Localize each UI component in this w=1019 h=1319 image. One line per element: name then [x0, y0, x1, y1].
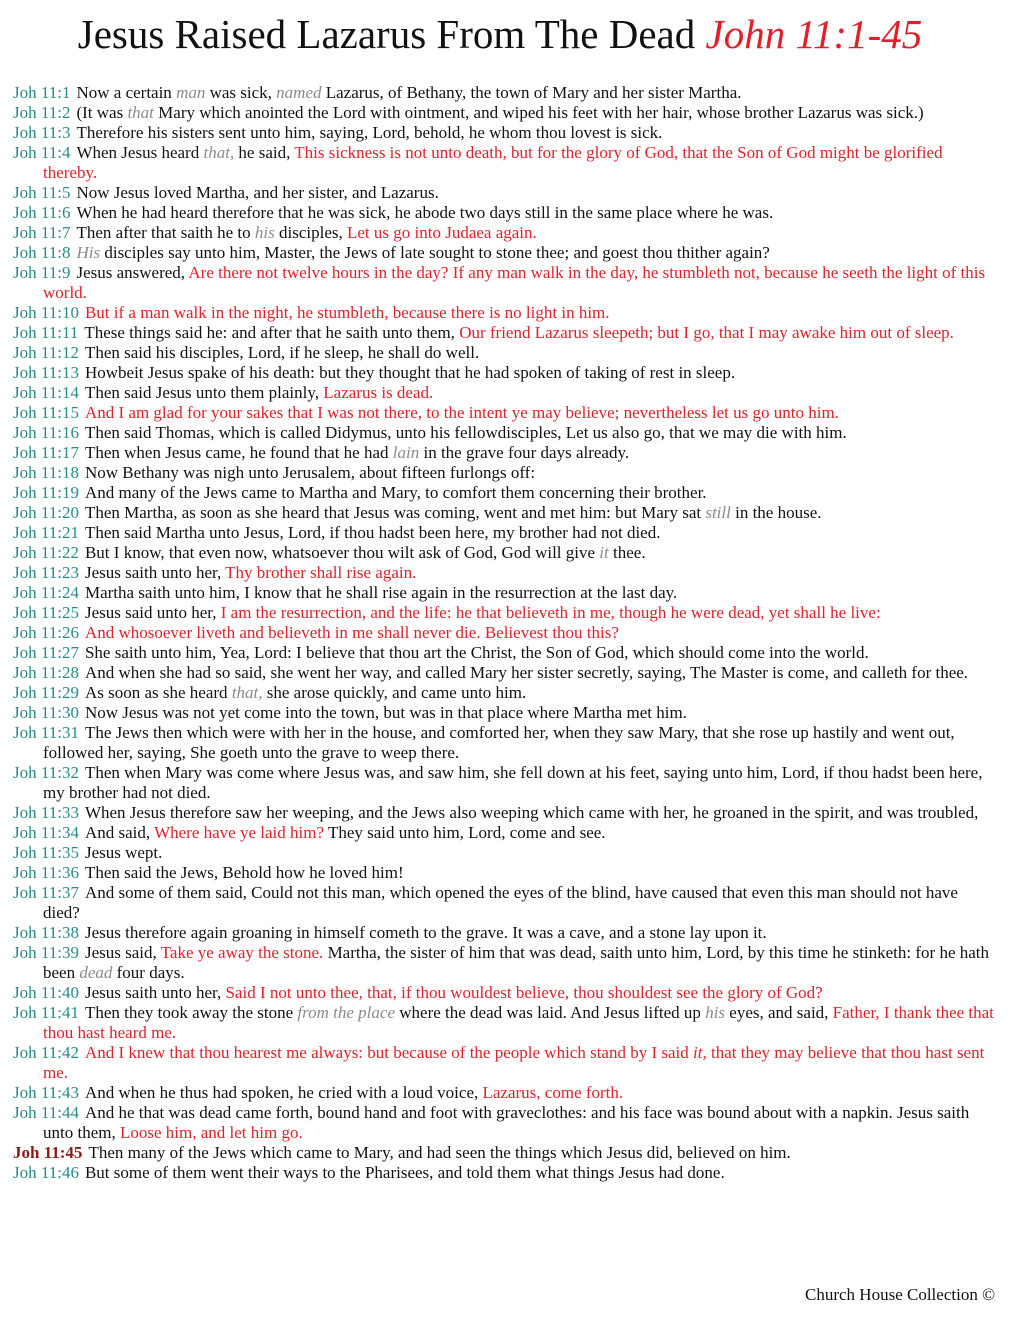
- verse-text: Then said Thomas, which is called Didymus, unto his fellowdisciples, Let us also go, that we may die with him.: [84, 423, 847, 442]
- verse-reference: Joh 11:12: [13, 343, 79, 362]
- verse-reference: Joh 11:32: [13, 763, 79, 782]
- verse-text: Then many of the Jews which came to Mary, and had seen the things which Jesus did, believed on him.: [88, 1143, 791, 1162]
- italic-text: that,: [231, 683, 263, 702]
- verse-text: Now Jesus loved Martha, and her sister, and Lazarus.: [76, 183, 439, 202]
- verse-reference: Joh 11:28: [13, 663, 79, 682]
- verse-text: Then when Jesus came, he found that he had: [84, 443, 393, 462]
- verse-reference: Joh 11:34: [13, 823, 79, 842]
- italic-text: named: [276, 83, 322, 102]
- verse-reference: Joh 11:46: [13, 1163, 79, 1182]
- verse-text: The Jews then which were with her in the house, and comforted her, when they saw Mary, that she rose up hastily and went out, followed her, saying, She goeth unto the grave to weep there.: [43, 723, 955, 762]
- verse: [13, 343, 997, 363]
- verse-reference: Joh 11:18: [13, 463, 79, 482]
- verse-text: Howbeit Jesus spake of his death: but they thought that he had spoken of taking of rest in sleep.: [84, 363, 736, 382]
- verse-reference: Joh 11:9: [13, 263, 71, 282]
- verse-text: disciples,: [274, 223, 347, 242]
- verse-reference: Joh 11:11: [13, 323, 79, 342]
- verse-text: disciples say unto him, Master, the Jews of late sought to stone thee; and goest thou thither again?: [100, 243, 770, 262]
- verse: [13, 703, 997, 723]
- verse: [13, 223, 997, 243]
- verse-reference: Joh 11:16: [13, 423, 79, 442]
- italic-text: it: [599, 543, 609, 562]
- verse: [13, 843, 997, 863]
- verse: [13, 243, 997, 263]
- verse-reference: Joh 11:2: [13, 103, 71, 122]
- verse-reference: Joh 11:4: [13, 143, 71, 162]
- verse-list: [13, 83, 997, 1183]
- page-title: [0, 10, 1000, 58]
- verse: [13, 883, 997, 923]
- verse: [13, 723, 997, 763]
- verse: [13, 363, 997, 383]
- verse-reference: Joh 11:22: [13, 543, 79, 562]
- verse: [13, 1003, 997, 1043]
- red-letter-text: Let us go into Judaea again.: [347, 223, 537, 242]
- verse-text: And he that was dead came forth, bound hand and foot with graveclothes: and his face was bound about with a napkin. Jesus saith unto them,: [43, 1103, 970, 1142]
- italic-text: His: [76, 243, 101, 262]
- verse: [13, 103, 997, 123]
- italic-text: from the place: [297, 1003, 395, 1022]
- verse-text: in the house.: [730, 503, 822, 522]
- verse: [13, 543, 997, 563]
- verse-reference: Joh 11:31: [13, 723, 79, 742]
- italic-text: man: [176, 83, 206, 102]
- verse: [13, 643, 997, 663]
- verse-reference: Joh 11:6: [13, 203, 71, 222]
- verse-reference: Joh 11:39: [13, 943, 79, 962]
- verse: [13, 663, 997, 683]
- verse-text: Jesus said,: [84, 943, 161, 962]
- verse-text: where the dead was laid. And Jesus lifted up: [395, 1003, 706, 1022]
- italic-text: that,: [203, 143, 235, 162]
- verse: [13, 983, 997, 1003]
- verse-reference: Joh 11:40: [13, 983, 79, 1002]
- verse: [13, 123, 997, 143]
- italic-text: lain: [392, 443, 420, 462]
- verse-reference: Joh 11:37: [13, 883, 79, 902]
- red-letter-text: Lazarus is dead.: [323, 383, 434, 402]
- verse-reference: Joh 11:24: [13, 583, 79, 602]
- italic-text: his: [705, 1003, 726, 1022]
- verse-text: Then said Jesus unto them plainly,: [84, 383, 324, 402]
- verse: [13, 1163, 997, 1183]
- red-letter-text: Take ye away the stone.: [160, 943, 324, 962]
- verse-text: Jesus answered,: [76, 263, 189, 282]
- verse-reference: Joh 11:30: [13, 703, 79, 722]
- verse: [13, 623, 997, 643]
- verse-text: And many of the Jews came to Martha and Mary, to comfort them concerning their brother.: [84, 483, 707, 502]
- verse-text: When Jesus heard: [76, 143, 204, 162]
- verse: [13, 943, 997, 983]
- verse-reference: Joh 11:5: [13, 183, 71, 202]
- verse-text: Martha saith unto him, I know that he shall rise again in the resurrection at the last day.: [84, 583, 678, 602]
- verse-text: Now Jesus was not yet come into the town, but was in that place where Martha met him.: [84, 703, 687, 722]
- red-letter-text: Our friend Lazarus sleepeth; but I go, that I may awake him out of sleep.: [459, 323, 954, 342]
- verse-reference: Joh 11:8: [13, 243, 71, 262]
- verse: [13, 203, 997, 223]
- verse-reference: Joh 11:17: [13, 443, 79, 462]
- verse-text: Then they took away the stone: [84, 1003, 298, 1022]
- red-letter-text: And I am glad for your sakes that I was not there, to the intent ye may believe; nevertheless let us go unto him.: [84, 403, 839, 422]
- verse-text: Martha, the sister of him that was dead, saith unto him, Lord, by this time he stinketh: for he hath been: [43, 943, 990, 982]
- verse-text: Then Martha, as soon as she heard that Jesus was coming, went and met him: but Mary sat: [84, 503, 706, 522]
- verse-text: They said unto him, Lord, come and see.: [324, 823, 606, 842]
- verse-reference: Joh 11:36: [13, 863, 79, 882]
- verse-reference: Joh 11:21: [13, 523, 79, 542]
- verse: [13, 303, 997, 323]
- title-main: Jesus Raised Lazarus From The Dead: [77, 11, 696, 57]
- italic-text: still: [705, 503, 731, 522]
- verse: [13, 263, 997, 303]
- verse: [13, 183, 997, 203]
- verse: [13, 563, 997, 583]
- red-letter-text: And I knew that thou hearest me always: but because of the people which stand by I said: [84, 1043, 694, 1062]
- verse-text: Then said Martha unto Jesus, Lord, if thou hadst been here, my brother had not died.: [84, 523, 661, 542]
- red-letter-text: I am the resurrection, and the life: he that believeth in me, though he were dead, yet shall he live:: [220, 603, 881, 622]
- verse: [13, 1083, 997, 1103]
- verse-text: thee.: [608, 543, 646, 562]
- verse-text: Now a certain: [76, 83, 177, 102]
- verse: [13, 1043, 997, 1083]
- verse-text: in the grave four days already.: [419, 443, 630, 462]
- red-letter-text: Lazarus, come forth.: [482, 1083, 624, 1102]
- verse-text: was sick,: [205, 83, 277, 102]
- verse-reference: Joh 11:25: [13, 603, 79, 622]
- verse: [13, 923, 997, 943]
- verse-text: She saith unto him, Yea, Lord: I believe that thou art the Christ, the Son of God, which should come into the world.: [84, 643, 869, 662]
- verse-text: Then after that saith he to: [76, 223, 255, 242]
- verse-text: Therefore his sisters sent unto him, saying, Lord, behold, he whom thou lovest is sick.: [76, 123, 663, 142]
- verse-reference: Joh 11:44: [13, 1103, 79, 1122]
- red-letter-text: that they may believe that thou hast sent me.: [43, 1043, 985, 1082]
- verse-text: Then said his disciples, Lord, if he sleep, he shall do well.: [84, 343, 480, 362]
- verse-reference: Joh 11:43: [13, 1083, 79, 1102]
- red-letter-text: This sickness is not unto death, but for the glory of God, that the Son of God might be glorified thereby.: [43, 143, 943, 182]
- verse-text: Jesus wept.: [84, 843, 163, 862]
- italic-text: dead: [79, 963, 113, 982]
- verse-text: (It was: [76, 103, 128, 122]
- verse-reference: Joh 11:23: [13, 563, 79, 582]
- verse-text: he said,: [234, 143, 295, 162]
- red-letter-text: Are there not twelve hours in the day? If any man walk in the day, he stumbleth not, because he seeth the light of this world.: [43, 263, 986, 302]
- verse-text: But some of them went their ways to the Pharisees, and told them what things Jesus had done.: [84, 1163, 725, 1182]
- title-reference: John 11:1-45: [705, 11, 923, 57]
- verse-reference: Joh 11:38: [13, 923, 79, 942]
- verse: [13, 583, 997, 603]
- red-letter-text: Thy brother shall rise again.: [225, 563, 417, 582]
- verse-text: Jesus said unto her,: [84, 603, 221, 622]
- verse-reference: Joh 11:14: [13, 383, 79, 402]
- red-letter-text: Where have ye laid him?: [154, 823, 324, 842]
- verse: [13, 803, 997, 823]
- italic-text: that: [127, 103, 154, 122]
- verse-reference: Joh 11:27: [13, 643, 79, 662]
- verse-reference: Joh 11:45: [13, 1143, 83, 1162]
- verse-reference: Joh 11:42: [13, 1043, 79, 1062]
- verse-text: Then said the Jews, Behold how he loved him!: [84, 863, 404, 882]
- verse-reference: Joh 11:20: [13, 503, 79, 522]
- verse-text: And said,: [84, 823, 155, 842]
- verse: [13, 763, 997, 803]
- verse-text: Jesus saith unto her,: [84, 983, 226, 1002]
- verse-reference: Joh 11:41: [13, 1003, 79, 1022]
- verse: [13, 603, 997, 623]
- verse-reference: Joh 11:3: [13, 123, 71, 142]
- verse-reference: Joh 11:10: [13, 303, 79, 322]
- verse-text: four days.: [112, 963, 185, 982]
- red-letter-text: Loose him, and let him go.: [119, 1123, 303, 1142]
- verse-text: Lazarus, of Bethany, the town of Mary and her sister Martha.: [321, 83, 742, 102]
- verse-text: But I know, that even now, whatsoever thou wilt ask of God, God will give: [84, 543, 600, 562]
- verse-reference: Joh 11:13: [13, 363, 79, 382]
- italic-text: his: [254, 223, 275, 242]
- verse: [13, 683, 997, 703]
- verse: [13, 403, 997, 423]
- verse-text: And when she had so said, she went her way, and called Mary her sister secretly, saying, The Master is come, and calleth for thee.: [84, 663, 969, 682]
- red-letter-text: Father, I thank thee that thou hast heard me.: [43, 1003, 994, 1042]
- verse: [13, 863, 997, 883]
- verse: [13, 1103, 997, 1143]
- verse-text: And when he thus had spoken, he cried with a loud voice,: [84, 1083, 483, 1102]
- verse-text: Now Bethany was nigh unto Jerusalem, about fifteen furlongs off:: [84, 463, 536, 482]
- verse: [13, 523, 997, 543]
- verse-text: Then when Mary was come where Jesus was, and saw him, she fell down at his feet, saying unto him, Lord, if thou hadst been here, my brother had not died.: [43, 763, 983, 802]
- red-letter-text: And whosoever liveth and believeth in me shall never die. Believest thou this?: [84, 623, 619, 642]
- verse: [13, 483, 997, 503]
- verse-reference: Joh 11:26: [13, 623, 79, 642]
- verse-text: Jesus therefore again groaning in himself cometh to the grave. It was a cave, and a stone lay upon it.: [84, 923, 767, 942]
- verse-reference: Joh 11:19: [13, 483, 79, 502]
- red-letter-text: Said I not unto thee, that, if thou wouldest believe, thou shouldest see the glory of God?: [225, 983, 823, 1002]
- verse: [13, 503, 997, 523]
- verse-text: she arose quickly, and came unto him.: [262, 683, 527, 702]
- verse-reference: Joh 11:33: [13, 803, 79, 822]
- verse-text: eyes, and said,: [725, 1003, 833, 1022]
- verse: [13, 83, 997, 103]
- verse: [13, 463, 997, 483]
- verse: [13, 1143, 997, 1163]
- verse: [13, 323, 997, 343]
- verse-text: And some of them said, Could not this man, which opened the eyes of the blind, have caused that even this man should not have died?: [43, 883, 958, 922]
- verse-text: When he had heard therefore that he was sick, he abode two days still in the same place where he was.: [76, 203, 774, 222]
- verse-reference: Joh 11:7: [13, 223, 71, 242]
- red-letter-text: But if a man walk in the night, he stumbleth, because there is no light in him.: [84, 303, 610, 322]
- verse-reference: Joh 11:1: [13, 83, 71, 102]
- verse-text: Mary which anointed the Lord with ointment, and wiped his feet with her hair, whose brother Lazarus was sick.): [153, 103, 924, 122]
- verse: [13, 423, 997, 443]
- copyright-footer: Church House Collection ©: [805, 1285, 995, 1304]
- verse: [13, 143, 997, 183]
- verse: [13, 823, 997, 843]
- verse-text: When Jesus therefore saw her weeping, and the Jews also weeping which came with her, he groaned in the spirit, and was troubled,: [84, 803, 979, 822]
- verse: [13, 383, 997, 403]
- red-letter-text: it,: [693, 1043, 707, 1062]
- verse: [13, 443, 997, 463]
- verse-reference: Joh 11:35: [13, 843, 79, 862]
- verse-text: These things said he: and after that he saith unto them,: [84, 323, 460, 342]
- verse-reference: Joh 11:29: [13, 683, 79, 702]
- verse-text: As soon as she heard: [84, 683, 232, 702]
- verse-reference: Joh 11:15: [13, 403, 79, 422]
- verse-text: Jesus saith unto her,: [84, 563, 226, 582]
